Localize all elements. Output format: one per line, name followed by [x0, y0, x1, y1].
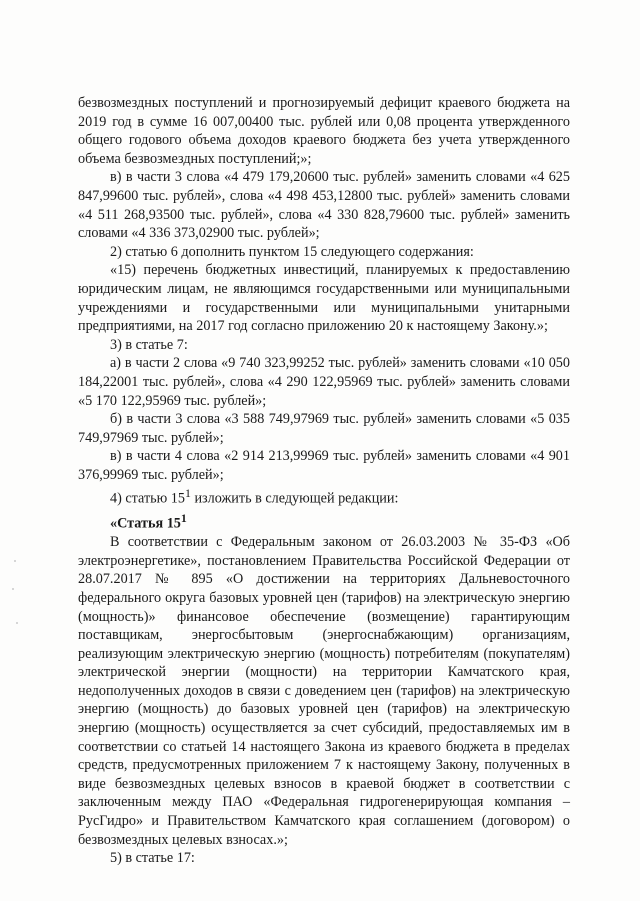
paragraph-5: 3) в статье 7:: [110, 336, 188, 353]
article-heading-sup: 1: [180, 510, 187, 525]
item-4-after: изложить в следующей редакции:: [190, 491, 399, 508]
paragraph-3: 2) статью 6 дополнить пунктом 15 следующего содержания:: [110, 243, 474, 260]
paragraph-7: б) в части 3 слова «3 588 749,97969 тыс. рублей» заменить словами «5 035 749,97969 тыс. рублей»;: [78, 411, 570, 446]
paragraph-4: «15) перечень бюджетных инвестиций, планируемых к предоставлению юридическим лицам, не являющимся государственными или муниципальными учреждениями и государственными или муниципальными унитарными предприятиями, на 2017 год согласно приложению 20 к настоящему Закону.»;: [78, 262, 570, 335]
article-body: В соответствии с Федеральным законом от 26.03.2003 № 35-ФЗ «Об электроэнергетике», постановлением Правительства Российской Федерации от 28.07.2017 № 895 «О достижении на территориях Дальневосточного федерального округа базовых уровней цен (тарифов) на электрическую энергию (мощность)» финансовое обеспечение (возмещение) гарантирующим поставщикам, энергосбытовым (энергоснабжающим) организациям, реализующим электрическую энергию (мощность) потребителям (покупателям) электрической энергии (мощности) на территории Камчатского края, недополученных доходов в связи с доведением цен (тарифов) на электрическую энергию (мощность) до базовых уровней цен (тарифов) на электрическую энергию (мощность) осуществляется за счет субсидий, предоставляемых им в соответствии со статьей 14 настоящего Закона из краевого бюджета в пределах средств, предусмотренных приложением 7 к настоящему Закону, полученных в виде безвозмездных целевых взносов в краевой бюджет в соответствии с заключенным между ПАО «Федеральная гидрогенерирующая компания – РусГидро» и Правительством Камчатского края соглашением (договором) о безвозмездных целевых взносах.»;: [78, 534, 570, 848]
paragraph-item-4: [78, 484, 570, 508]
document-text: [78, 94, 570, 868]
paragraph-2: в) в части 3 слова «4 479 179,20600 тыс. рублей» заменить словами «4 625 847,99600 тыс. рублей», слова «4 498 453,12800 тыс. рублей» заменить словами «4 511 268,93500 тыс. рублей», слова «4 330 828,79600 тыс. рублей» заменить словами «4 336 373,02900 тыс. рублей»;: [78, 169, 570, 242]
scan-artifact: [16, 622, 18, 624]
paragraph-6: а) в части 2 слова «9 740 323,99252 тыс. рублей» заменить словами «10 050 184,22001 тыс. рублей», слова «4 290 122,95969 тыс. рублей» заменить словами «5 170 122,95969 тыс. рублей»;: [78, 355, 570, 409]
item-4-sup: 1: [184, 486, 191, 501]
paragraph-1: безвозмездных поступлений и прогнозируемый дефицит краевого бюджета на 2019 год в сумме 16 007,00400 тыс. рублей или 0,08 процента утвержденного общего годового объема доходов краевого бюджета без учета утвержденного объема безвозмездных поступлений;»;: [78, 95, 570, 167]
scan-artifact: [12, 588, 14, 590]
item-4-before: 4) статью 15: [110, 491, 185, 508]
article-heading: [78, 509, 570, 533]
article-heading-text: «Статья 15: [110, 515, 181, 532]
paragraph-8: в) в части 4 слова «2 914 213,99969 тыс. рублей» заменить словами «4 901 376,99969 тыс. рублей»;: [78, 448, 570, 483]
scan-artifact: [14, 560, 16, 562]
paragraph-last: 5) в статье 17:: [110, 850, 195, 867]
